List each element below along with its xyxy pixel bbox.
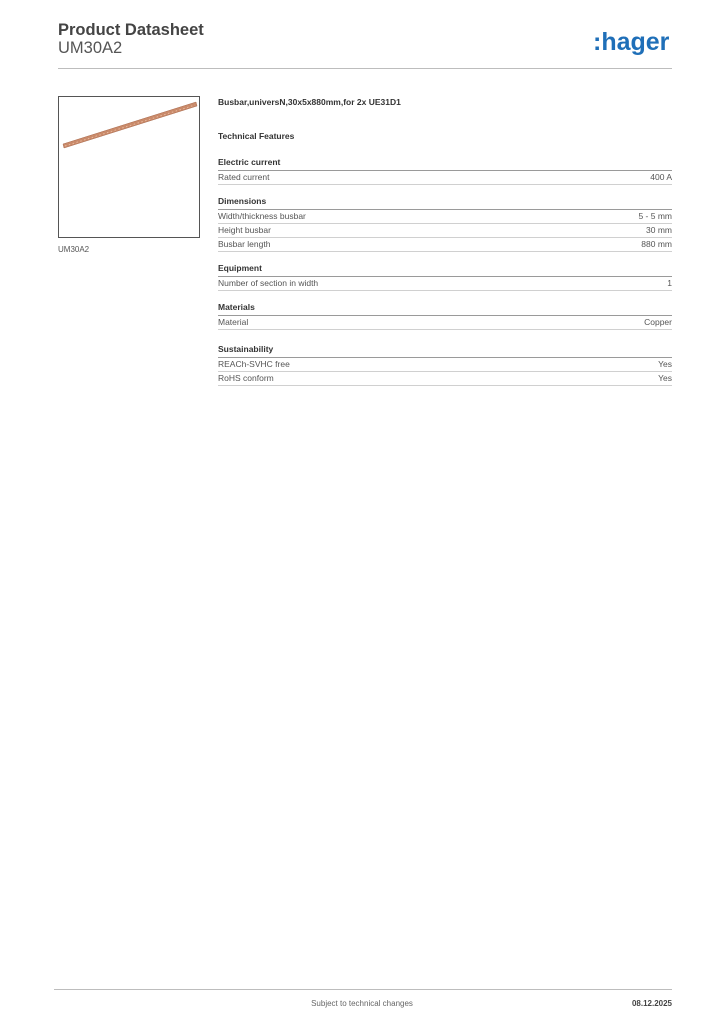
spec-label: REACh-SVHC free	[218, 359, 290, 369]
section-equipment	[218, 262, 672, 291]
spec-value: 5 - 5 mm	[638, 211, 672, 221]
spec-label: Width/thickness busbar	[218, 211, 306, 221]
section-title: Materials	[218, 301, 672, 316]
spec-value: 400 A	[650, 172, 672, 182]
spec-value: Copper	[644, 317, 672, 327]
spec-row	[218, 171, 672, 185]
spec-row	[218, 224, 672, 238]
spec-label: Height busbar	[218, 225, 271, 235]
section-title: Sustainability	[218, 343, 672, 358]
section-title: Electric current	[218, 156, 672, 171]
hager-logo	[593, 27, 675, 57]
spec-value: Yes	[658, 359, 672, 369]
section-title: Dimensions	[218, 195, 672, 210]
spec-value: 880 mm	[641, 239, 672, 249]
spec-label: Material	[218, 317, 249, 327]
page-title: Product Datasheet	[58, 21, 204, 39]
section-title: Equipment	[218, 262, 672, 277]
footer-date: 08.12.2025	[631, 999, 672, 1008]
spec-row	[218, 358, 672, 372]
spec-value: 30 mm	[646, 225, 672, 235]
busbar-holes	[65, 105, 195, 146]
spec-row	[218, 277, 672, 291]
footer-divider	[54, 989, 672, 990]
spec-label: RoHS conform	[218, 373, 274, 383]
spec-value: 1	[667, 278, 672, 288]
section-dimensions	[218, 195, 672, 252]
brand-text: :hager	[593, 28, 670, 56]
spec-row	[218, 372, 672, 386]
section-sustainability	[218, 343, 672, 386]
spec-label: Number of section in width	[218, 278, 319, 288]
header-divider	[58, 68, 672, 69]
spec-row	[218, 316, 672, 330]
spec-label: Busbar length	[218, 239, 271, 249]
busbar-illustration	[59, 97, 199, 237]
spec-value: Yes	[658, 373, 672, 383]
spec-row	[218, 238, 672, 252]
image-caption: UM30A2	[58, 245, 90, 254]
footer-note: Subject to technical changes	[311, 999, 413, 1008]
technical-features-heading: Technical Features	[218, 131, 295, 141]
busbar-bar	[63, 102, 197, 148]
section-electric-current	[218, 156, 672, 185]
product-image	[58, 96, 200, 238]
spec-content	[218, 96, 672, 386]
product-description: Busbar,universN,30x5x880mm,for 2x UE31D1	[218, 97, 401, 107]
product-code: UM30A2	[58, 39, 123, 57]
section-materials	[218, 301, 672, 330]
spec-label: Rated current	[218, 172, 270, 182]
spec-row	[218, 210, 672, 224]
